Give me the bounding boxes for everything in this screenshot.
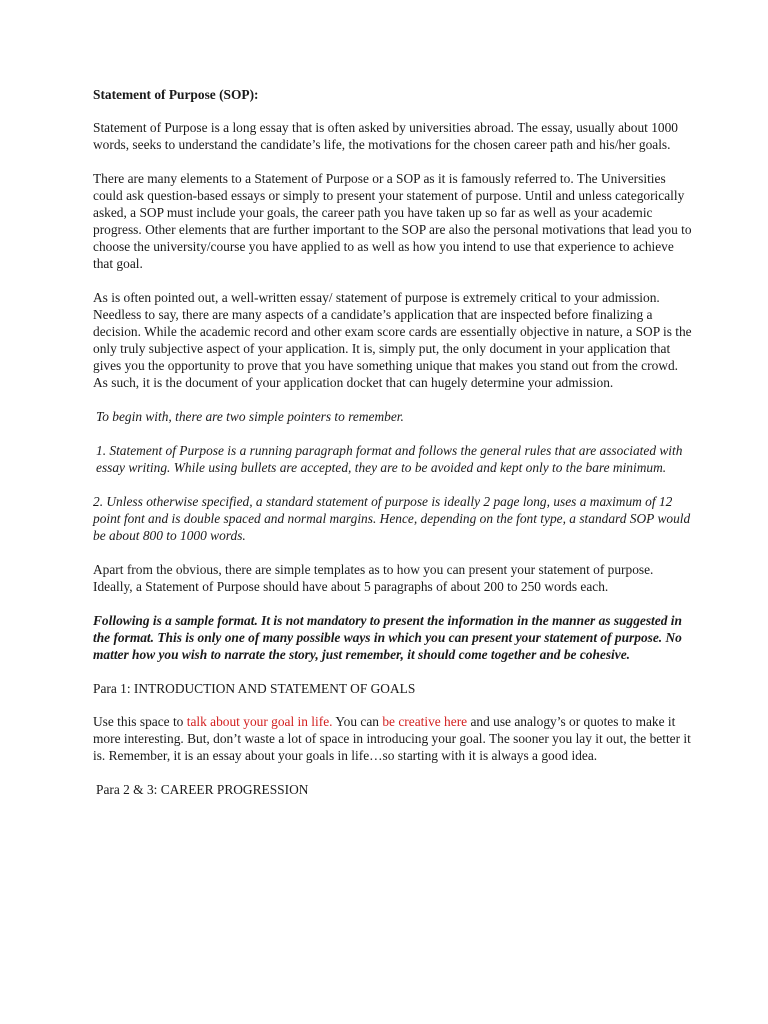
paragraph-elements: There are many elements to a Statement of Purpose or a SOP as it is famously referred to. The Universities could ask question-based essays or simply to present your statement of purpose. Until and unless categorically asked, a SOP must include your goals, the career path you have taken up so far as well as your academic progress. Other elements that are further important to the SOP are also the personal motivations that lead you to choose the university/course you have applied to as well as how you intend to use that experience to achieve that goal. [93,171,692,271]
highlight-creative-text: be creative here [382,714,468,729]
document-page [93,86,693,815]
pointer-two: 2. Unless otherwise specified, a standard statement of purpose is ideally 2 page long, uses a maximum of 12 point font and is double spaced and normal margins. Hence, depending on the font type, a standard SOP would be about 800 to 1000 words. [93,494,691,543]
paragraph-importance: As is often pointed out, a well-written essay/ statement of purpose is extremely critical to your admission. Needless to say, there are many aspects of a candidate’s application that are inspected before finalizing a decision. While the academic record and other exam score cards are essentially objective in nature, a SOP is the only truly subjective aspect of your application. It is, simply put, the only document in your application that gives you the opportunity to prove that you have something unique that makes you stand out from the crowd. As such, it is the document of your application docket that can hugely determine your admission. [93,290,692,390]
paragraph-templates: Apart from the obvious, there are simple templates as to how you can present your statement of purpose. Ideally, a Statement of Purpose should have about 5 paragraphs of about 200 to 250 words each. [93,562,654,594]
para23-heading: Para 2 & 3: CAREER PROGRESSION [96,782,309,797]
para1-text-1: Use this space to [93,714,187,729]
para1-body [93,713,693,764]
document-title: Statement of Purpose (SOP): [93,87,259,102]
para1-text-3: and use analogy’s or quotes to make it more interesting. But, don’t waste a lot of space in introducing your goal. The sooner you lay it out, the better it is. Remember, it is an essay about your goals in life…so starting with it is always a good idea. [93,714,691,763]
highlight-goal-text: talk about your goal in life. [186,714,333,729]
pointer-one: 1. Statement of Purpose is a running paragraph format and follows the general rules that are associated with essay writing. While using bullets are accepted, they are to be avoided and kept only to the bare minimum. [96,443,683,475]
sample-format-note: Following is a sample format. It is not mandatory to present the information in the manner as suggested in the format. This is only one of many possible ways in which you can present your statement of purpose. No matter how you wish to narrate the story, just remember, it should come together and be cohesive. [93,613,682,662]
pointers-intro: To begin with, there are two simple pointers to remember. [96,409,404,424]
paragraph-intro: Statement of Purpose is a long essay that is often asked by universities abroad. The essay, usually about 1000 words, seeks to understand the candidate’s life, the motivations for the chosen career path and his/her goals. [93,120,678,152]
para1-heading: Para 1: INTRODUCTION AND STATEMENT OF GOALS [93,681,416,696]
para1-text-2: You can [332,714,383,729]
